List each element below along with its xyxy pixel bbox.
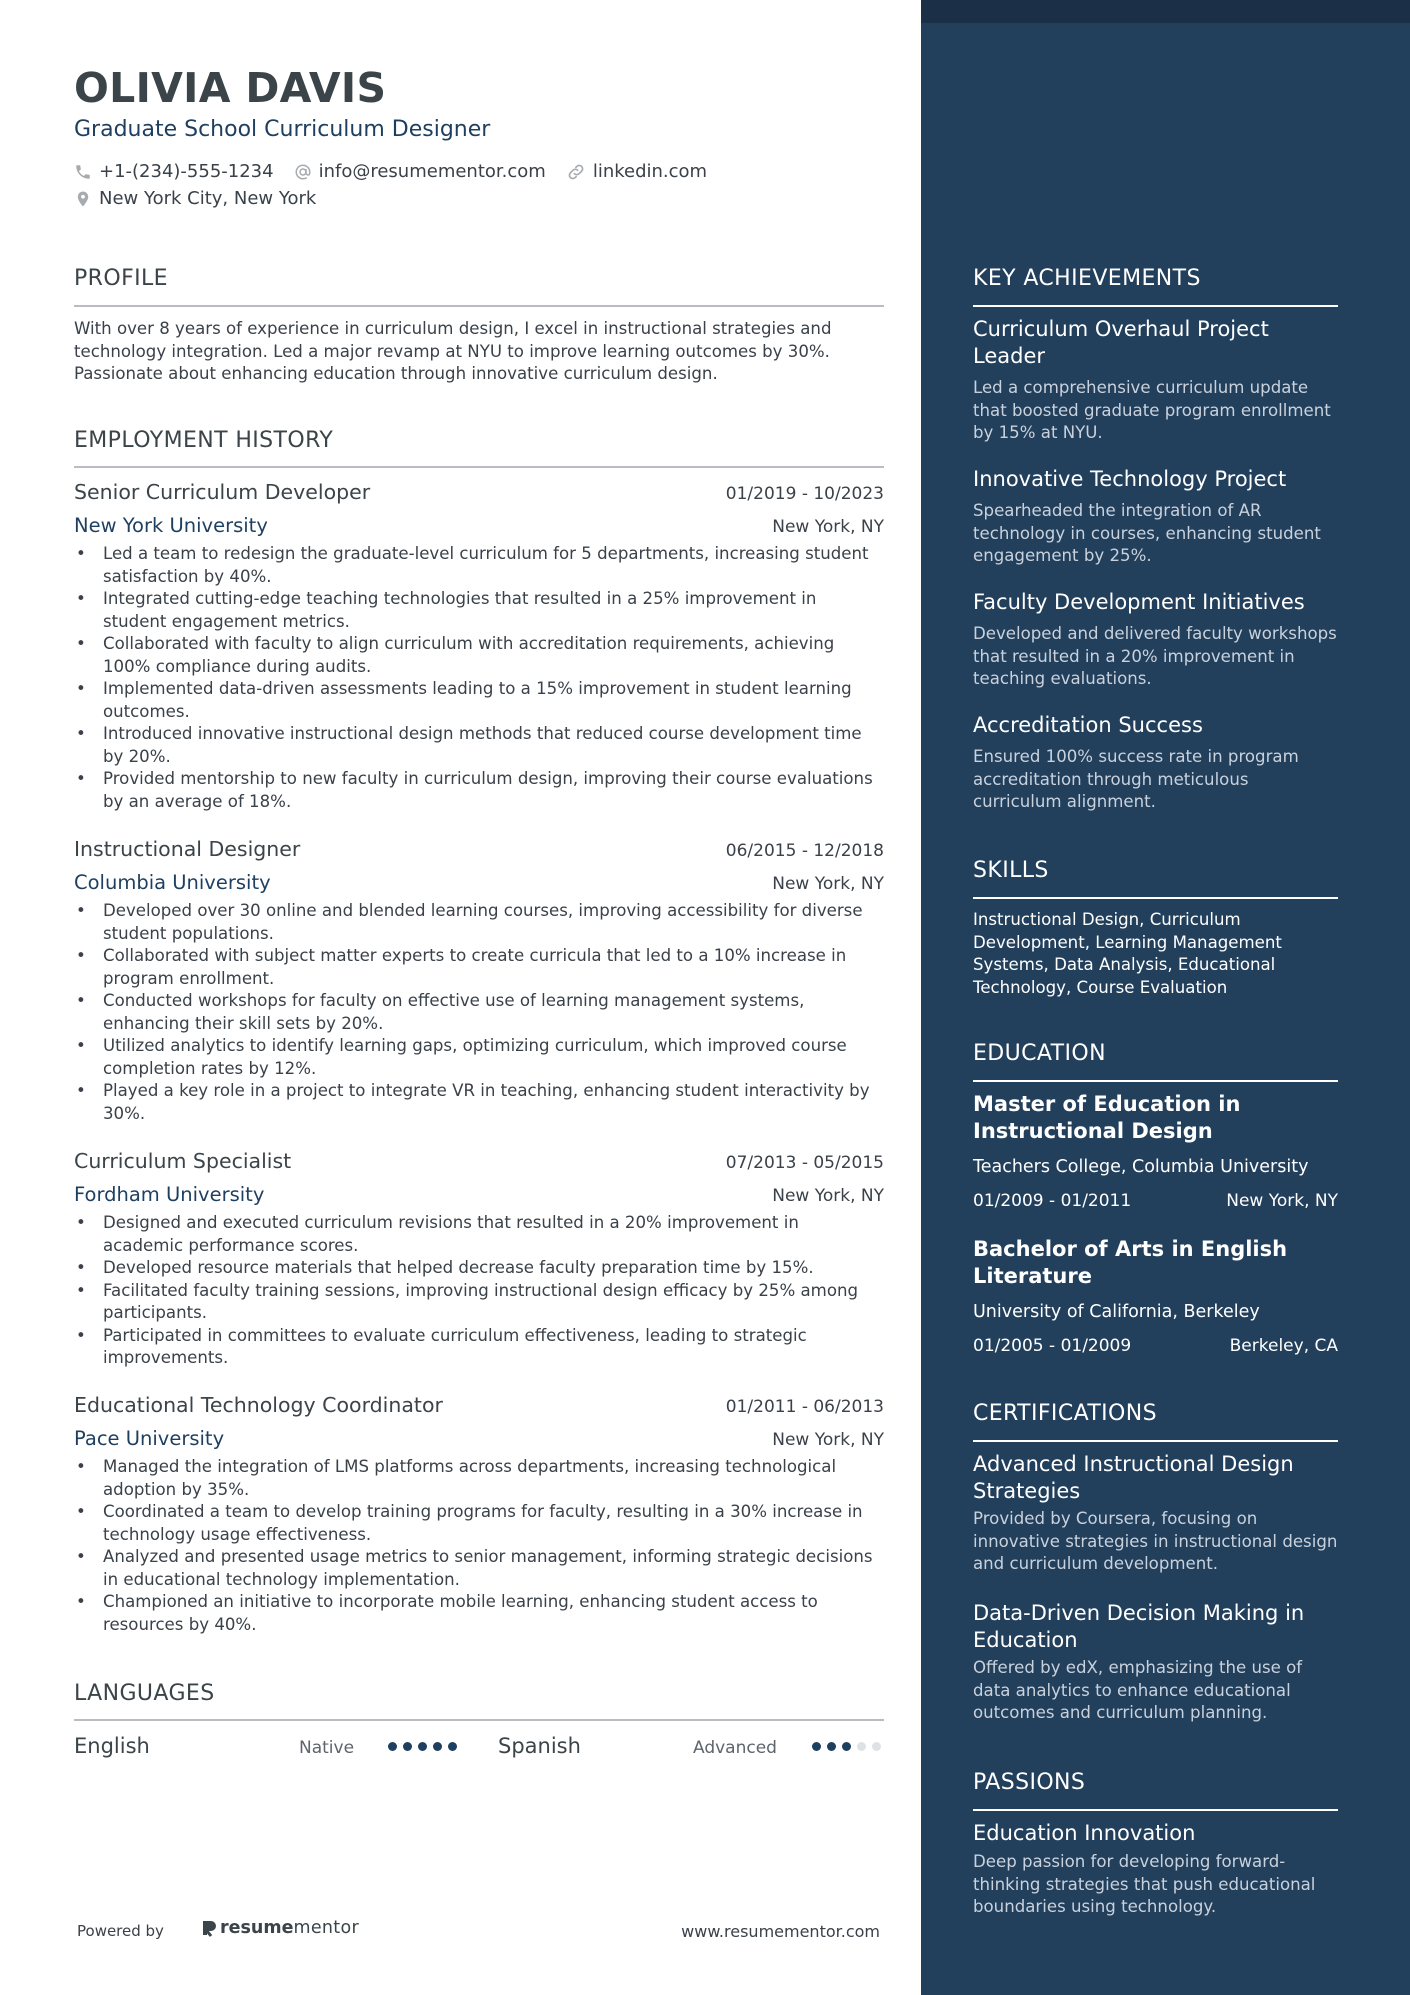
link-icon — [566, 162, 586, 182]
employment-heading: EMPLOYMENT HISTORY — [74, 428, 334, 453]
achievement-item — [973, 316, 1338, 445]
job-title: Curriculum Specialist — [74, 1149, 292, 1173]
language-rating — [388, 1742, 463, 1751]
job-bullet: • Managed the integration of LMS platforms across departments, increasing technological adoption by 35%. — [74, 1456, 884, 1501]
education-item — [973, 1091, 1338, 1211]
job-bullet: • Provided mentorship to new faculty in curriculum design, improving their course evaluations by an average of 18%. — [74, 768, 884, 813]
education-dates: 01/2005 - 01/2009 — [973, 1336, 1132, 1356]
job-entry — [74, 837, 884, 1125]
job-bullet: • Introduced innovative instructional design methods that reduced course development time by 20%. — [74, 723, 884, 768]
education-location: New York, NY — [1226, 1191, 1338, 1211]
job-location: New York, NY — [772, 874, 884, 894]
education-divider — [973, 1080, 1338, 1082]
rating-dot-filled — [388, 1742, 397, 1751]
achievement-title: Curriculum Overhaul Project Leader — [973, 317, 1269, 368]
profile-heading: PROFILE — [74, 266, 168, 291]
job-location: New York, NY — [772, 517, 884, 537]
job-bullet: • Led a team to redesign the graduate-level curriculum for 5 departments, increasing student satisfaction by 40%. — [74, 543, 884, 588]
brand-name-light: mentor — [293, 1918, 359, 1938]
profile-divider — [74, 305, 884, 307]
certification-title: Data-Driven Decision Making in Education — [973, 1601, 1305, 1652]
job-title: Educational Technology Coordinator — [74, 1393, 443, 1417]
achievements-heading: KEY ACHIEVEMENTS — [973, 266, 1201, 291]
brand-name-bold: resume — [220, 1918, 294, 1938]
location-row — [74, 188, 336, 209]
skills-list: Instructional Design, Curriculum Development, Learning Management Systems, Data Analysis, Educational Technology, Course Evaluation — [973, 910, 1282, 997]
passion-title: Education Innovation — [973, 1821, 1196, 1845]
job-bullet: • Coordinated a team to develop training programs for faculty, resulting in a 30% increase in technology usage effectiveness. — [74, 1501, 884, 1546]
job-company: Fordham University — [74, 1183, 265, 1206]
rating-dot-filled — [418, 1742, 427, 1751]
certification-item — [973, 1451, 1338, 1576]
languages-heading: LANGUAGES — [74, 1681, 215, 1706]
job-bullet: • Conducted workshops for faculty on effective use of learning management systems, enhancing their skill sets by 20%. — [74, 990, 884, 1035]
sidebar — [921, 0, 1410, 1995]
linkedin-contact[interactable] — [566, 161, 707, 182]
job-bullets — [74, 543, 884, 813]
candidate-name: OLIVIA DAVIS — [74, 64, 387, 112]
job-dates: 01/2019 - 10/2023 — [725, 484, 884, 504]
job-bullet: • Analyzed and presented usage metrics to senior management, informing strategic decisions in educational technology implementation. — [74, 1546, 884, 1591]
rating-dot-empty — [857, 1742, 866, 1751]
employment-divider — [74, 466, 884, 468]
job-dates: 07/2013 - 05/2015 — [725, 1153, 884, 1173]
rating-dot-filled — [812, 1742, 821, 1751]
passions-heading: PASSIONS — [973, 1770, 1086, 1795]
job-bullet: • Collaborated with subject matter experts to create curricula that led to a 10% increase in program enrollment. — [74, 945, 884, 990]
job-bullet: • Developed over 30 online and blended learning courses, improving accessibility for diverse student populations. — [74, 900, 884, 945]
job-entry — [74, 1393, 884, 1636]
job-company: Pace University — [74, 1427, 225, 1450]
job-bullet: • Played a key role in a project to integrate VR in teaching, enhancing student interactivity by 30%. — [74, 1080, 884, 1125]
rating-dot-filled — [842, 1742, 851, 1751]
phone-text: +1-(234)-555-1234 — [99, 161, 274, 182]
job-bullets — [74, 1456, 884, 1636]
job-bullet: • Designed and executed curriculum revisions that resulted in a 20% improvement in academic performance scores. — [74, 1212, 884, 1257]
job-bullets — [74, 1212, 884, 1370]
job-bullet: • Integrated cutting-edge teaching technologies that resulted in a 25% improvement in student engagement metrics. — [74, 588, 884, 633]
education-degree: Bachelor of Arts in English Literature — [973, 1237, 1288, 1288]
language-level: Advanced — [693, 1738, 777, 1758]
job-entry — [74, 480, 884, 813]
location-pin-icon — [74, 189, 92, 209]
job-bullet: • Utilized analytics to identify learning gaps, optimizing curriculum, which improved course completion rates by 12%. — [74, 1035, 884, 1080]
education-school: University of California, Berkeley — [973, 1302, 1260, 1322]
at-icon — [294, 163, 312, 181]
achievement-desc: Developed and delivered faculty workshops that resulted in a 20% improvement in teaching evaluations. — [973, 624, 1337, 688]
rating-dot-filled — [827, 1742, 836, 1751]
achievement-desc: Spearheaded the integration of AR technology in courses, enhancing student engagement by 25%. — [973, 501, 1321, 565]
job-company: New York University — [74, 514, 268, 537]
achievement-desc: Ensured 100% success rate in program accreditation through meticulous curriculum alignment. — [973, 747, 1299, 811]
job-title: Senior Curriculum Developer — [74, 480, 371, 504]
certifications-heading: CERTIFICATIONS — [973, 1401, 1157, 1426]
language-name: English — [74, 1734, 150, 1758]
certification-desc: Offered by edX, emphasizing the use of data analytics to enhance educational outcomes and curriculum planning. — [973, 1658, 1303, 1722]
certifications-divider — [973, 1440, 1338, 1442]
certification-item — [973, 1600, 1338, 1725]
passions-divider — [973, 1809, 1338, 1811]
passion-desc: Deep passion for developing forward-thinking strategies that push educational boundaries using technology. — [973, 1852, 1316, 1916]
rating-dot-empty — [872, 1742, 881, 1751]
phone-contact[interactable] — [74, 161, 274, 182]
job-bullet: • Participated in committees to evaluate curriculum effectiveness, leading to strategic improvements. — [74, 1325, 884, 1370]
location-contact — [74, 188, 316, 209]
rating-dot-filled — [433, 1742, 442, 1751]
job-location: New York, NY — [772, 1186, 884, 1206]
achievement-item — [973, 589, 1338, 691]
skills-heading: SKILLS — [973, 858, 1049, 883]
job-bullet: • Developed resource materials that helped decrease faculty preparation time by 15%. — [74, 1257, 884, 1280]
job-location: New York, NY — [772, 1430, 884, 1450]
phone-icon — [74, 163, 92, 181]
job-title: Instructional Designer — [74, 837, 301, 861]
location-text: New York City, New York — [99, 188, 317, 209]
language-rating — [812, 1742, 887, 1751]
education-item — [973, 1236, 1338, 1356]
rating-dot-filled — [403, 1742, 412, 1751]
job-bullet: • Facilitated faculty training sessions, improving instructional design efficacy by 25% among participants. — [74, 1280, 884, 1325]
sidebar-top-band — [921, 0, 1410, 23]
linkedin-text: linkedin.com — [592, 161, 708, 182]
achievement-title: Innovative Technology Project — [973, 467, 1287, 491]
contact-row — [74, 161, 727, 182]
email-contact[interactable] — [294, 161, 546, 182]
footer — [74, 1918, 884, 1942]
achievement-item — [973, 712, 1338, 814]
powered-by-text: Powered by — [77, 1922, 164, 1940]
languages-row — [74, 1734, 884, 1760]
achievements-divider — [973, 305, 1338, 307]
language-level: Native — [299, 1738, 355, 1758]
brand-logo[interactable] — [200, 1918, 359, 1938]
certification-desc: Provided by Coursera, focusing on innovative strategies in instructional design and curriculum development. — [973, 1509, 1338, 1573]
skills-divider — [973, 897, 1338, 899]
language-name: Spanish — [498, 1734, 581, 1758]
achievement-item — [973, 466, 1338, 568]
achievement-title: Accreditation Success — [973, 713, 1203, 737]
job-bullet: • Implemented data-driven assessments leading to a 15% improvement in student learning outcomes. — [74, 678, 884, 723]
resumementor-logo-icon — [200, 1918, 218, 1938]
certification-title: Advanced Instructional Design Strategies — [973, 1452, 1294, 1503]
job-entry — [74, 1149, 884, 1370]
email-text: info@resumementor.com — [318, 161, 546, 182]
education-degree: Master of Education in Instructional Design — [973, 1092, 1241, 1143]
education-heading: EDUCATION — [973, 1041, 1106, 1066]
job-dates: 06/2015 - 12/2018 — [725, 841, 884, 861]
candidate-role: Graduate School Curriculum Designer — [74, 117, 491, 142]
languages-divider — [74, 1719, 884, 1721]
education-location: Berkeley, CA — [1229, 1336, 1338, 1356]
education-dates: 01/2009 - 01/2011 — [973, 1191, 1132, 1211]
job-dates: 01/2011 - 06/2013 — [725, 1397, 884, 1417]
job-company: Columbia University — [74, 871, 271, 894]
job-bullets — [74, 900, 884, 1125]
profile-summary: With over 8 years of experience in curriculum design, I excel in instructional strategies and technology integration. Led a major revamp at NYU to improve learning outcomes by 30%. Passionate about enhancing education through innovative curriculum design. — [74, 319, 832, 383]
job-bullet: • Collaborated with faculty to align curriculum with accreditation requirements, achieving 100% compliance during audits. — [74, 633, 884, 678]
achievement-title: Faculty Development Initiatives — [973, 590, 1305, 614]
rating-dot-filled — [448, 1742, 457, 1751]
job-bullet: • Championed an initiative to incorporate mobile learning, enhancing student access to resources by 40%. — [74, 1591, 884, 1636]
passion-item — [973, 1820, 1338, 1919]
education-school: Teachers College, Columbia University — [973, 1157, 1309, 1177]
achievement-desc: Led a comprehensive curriculum update that boosted graduate program enrollment by 15% at NYU. — [973, 378, 1331, 442]
website-link[interactable]: www.resumementor.com — [681, 1922, 880, 1941]
